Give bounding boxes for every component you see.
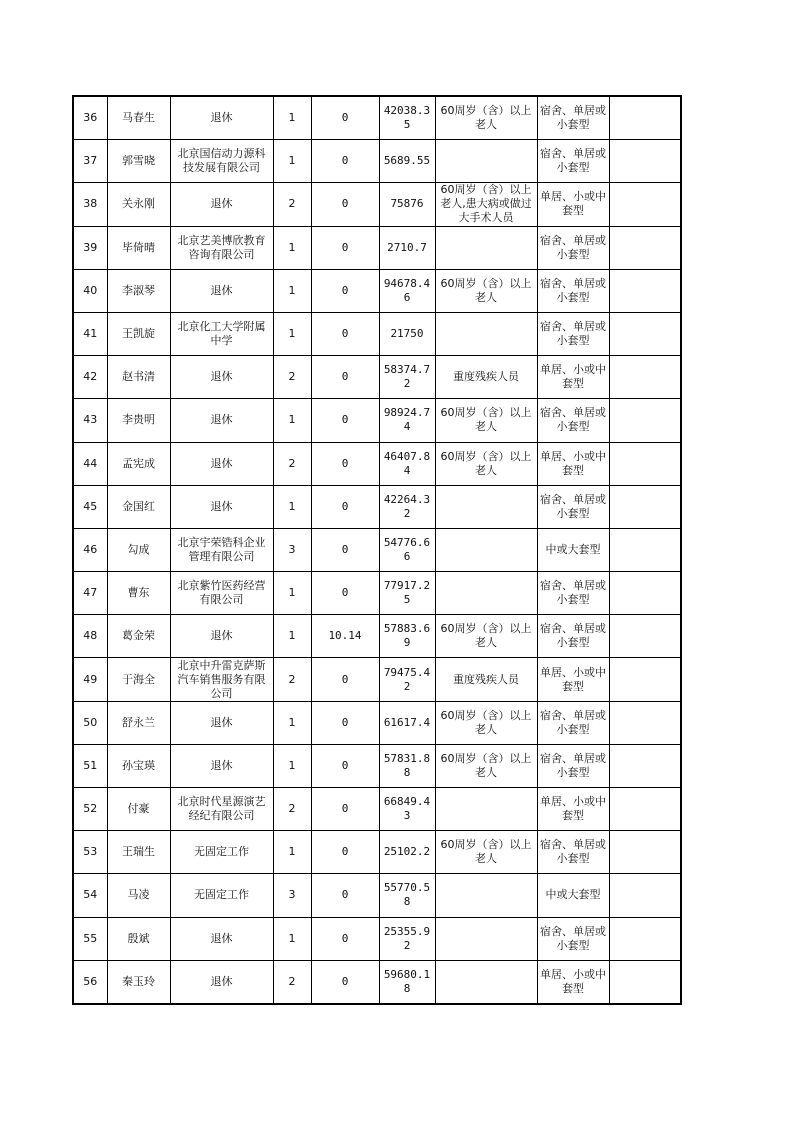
housing-area-cell: 0	[311, 312, 379, 355]
special-condition-cell	[435, 960, 537, 1004]
special-condition-cell	[435, 226, 537, 269]
table-row	[73, 485, 681, 528]
housing-area-cell: 0	[311, 658, 379, 701]
family-size-cell: 1	[273, 96, 311, 140]
special-condition-cell	[435, 917, 537, 960]
family-income-cell: 55770.58	[379, 874, 435, 917]
table-row	[73, 356, 681, 399]
row-number-cell: 37	[73, 140, 107, 183]
housing-type-cell: 宿舍、单居或小套型	[537, 312, 609, 355]
special-condition-cell	[435, 312, 537, 355]
special-condition-cell: 60周岁（含）以上老人	[435, 701, 537, 744]
housing-type-cell: 宿舍、单居或小套型	[537, 399, 609, 442]
table-row	[73, 226, 681, 269]
housing-type-cell: 宿舍、单居或小套型	[537, 96, 609, 140]
applicant-name-cell: 殷斌	[107, 917, 170, 960]
housing-type-cell: 单居、小或中套型	[537, 960, 609, 1004]
row-number-cell: 50	[73, 701, 107, 744]
family-size-cell: 3	[273, 528, 311, 571]
table-row	[73, 744, 681, 787]
housing-type-cell: 宿舍、单居或小套型	[537, 572, 609, 615]
housing-area-cell: 0	[311, 183, 379, 226]
special-condition-cell: 重度残疾人员	[435, 658, 537, 701]
housing-type-cell: 宿舍、单居或小套型	[537, 615, 609, 658]
row-number-cell: 55	[73, 917, 107, 960]
special-condition-cell	[435, 788, 537, 831]
special-condition-cell	[435, 528, 537, 571]
work-unit-cell: 退休	[170, 96, 273, 140]
applicant-name-cell: 马春生	[107, 96, 170, 140]
table-row	[73, 269, 681, 312]
row-number-cell: 39	[73, 226, 107, 269]
housing-area-cell: 0	[311, 528, 379, 571]
remark-cell	[609, 874, 681, 917]
family-income-cell: 61617.4	[379, 701, 435, 744]
housing-area-cell: 0	[311, 572, 379, 615]
family-income-cell: 42264.32	[379, 485, 435, 528]
work-unit-cell: 北京化工大学附属中学	[170, 312, 273, 355]
applicant-name-cell: 舒永兰	[107, 701, 170, 744]
family-income-cell: 57831.88	[379, 744, 435, 787]
family-size-cell: 1	[273, 485, 311, 528]
housing-area-cell: 0	[311, 442, 379, 485]
housing-area-cell: 0	[311, 744, 379, 787]
table-row	[73, 701, 681, 744]
work-unit-cell: 退休	[170, 701, 273, 744]
family-income-cell: 5689.55	[379, 140, 435, 183]
applicant-name-cell: 勾成	[107, 528, 170, 571]
work-unit-cell: 北京中升雷克萨斯汽车销售服务有限公司	[170, 658, 273, 701]
row-number-cell: 41	[73, 312, 107, 355]
housing-type-cell: 中或大套型	[537, 874, 609, 917]
housing-area-cell: 10.14	[311, 615, 379, 658]
special-condition-cell: 60周岁（含）以上老人	[435, 615, 537, 658]
family-income-cell: 46407.84	[379, 442, 435, 485]
family-size-cell: 1	[273, 226, 311, 269]
remark-cell	[609, 572, 681, 615]
housing-type-cell: 单居、小或中套型	[537, 658, 609, 701]
row-number-cell: 53	[73, 831, 107, 874]
row-number-cell: 42	[73, 356, 107, 399]
remark-cell	[609, 485, 681, 528]
family-income-cell: 54776.66	[379, 528, 435, 571]
table-row	[73, 572, 681, 615]
special-condition-cell	[435, 572, 537, 615]
remark-cell	[609, 269, 681, 312]
table-row	[73, 874, 681, 917]
row-number-cell: 51	[73, 744, 107, 787]
housing-area-cell: 0	[311, 140, 379, 183]
family-income-cell: 42038.35	[379, 96, 435, 140]
housing-type-cell: 宿舍、单居或小套型	[537, 269, 609, 312]
row-number-cell: 49	[73, 658, 107, 701]
family-size-cell: 2	[273, 183, 311, 226]
row-number-cell: 40	[73, 269, 107, 312]
housing-area-cell: 0	[311, 701, 379, 744]
applicant-name-cell: 毕倚晴	[107, 226, 170, 269]
remark-cell	[609, 226, 681, 269]
table-body	[73, 96, 681, 1004]
family-income-cell: 59680.18	[379, 960, 435, 1004]
table-row	[73, 96, 681, 140]
special-condition-cell	[435, 140, 537, 183]
housing-type-cell: 宿舍、单居或小套型	[537, 917, 609, 960]
applicant-table	[72, 95, 682, 1005]
table-row	[73, 312, 681, 355]
remark-cell	[609, 96, 681, 140]
housing-area-cell: 0	[311, 960, 379, 1004]
housing-type-cell: 宿舍、单居或小套型	[537, 744, 609, 787]
remark-cell	[609, 917, 681, 960]
row-number-cell: 44	[73, 442, 107, 485]
row-number-cell: 56	[73, 960, 107, 1004]
row-number-cell: 54	[73, 874, 107, 917]
table-row	[73, 788, 681, 831]
applicant-name-cell: 王瑞生	[107, 831, 170, 874]
family-size-cell: 2	[273, 960, 311, 1004]
table-row	[73, 183, 681, 226]
family-income-cell: 94678.46	[379, 269, 435, 312]
table-row	[73, 831, 681, 874]
table-row	[73, 658, 681, 701]
work-unit-cell: 无固定工作	[170, 874, 273, 917]
family-size-cell: 1	[273, 312, 311, 355]
work-unit-cell: 无固定工作	[170, 831, 273, 874]
family-size-cell: 1	[273, 269, 311, 312]
remark-cell	[609, 312, 681, 355]
family-income-cell: 21750	[379, 312, 435, 355]
housing-area-cell: 0	[311, 96, 379, 140]
applicant-name-cell: 关永刚	[107, 183, 170, 226]
applicant-name-cell: 郭雪晓	[107, 140, 170, 183]
family-size-cell: 2	[273, 658, 311, 701]
applicant-name-cell: 秦玉玲	[107, 960, 170, 1004]
housing-type-cell: 中或大套型	[537, 528, 609, 571]
family-income-cell: 79475.42	[379, 658, 435, 701]
remark-cell	[609, 442, 681, 485]
applicant-name-cell: 葛金荣	[107, 615, 170, 658]
family-size-cell: 1	[273, 572, 311, 615]
housing-type-cell: 宿舍、单居或小套型	[537, 226, 609, 269]
remark-cell	[609, 615, 681, 658]
special-condition-cell	[435, 485, 537, 528]
family-size-cell: 1	[273, 615, 311, 658]
table-row	[73, 917, 681, 960]
special-condition-cell: 60周岁（含）以上老人	[435, 442, 537, 485]
applicant-name-cell: 李贵明	[107, 399, 170, 442]
row-number-cell: 46	[73, 528, 107, 571]
special-condition-cell	[435, 874, 537, 917]
remark-cell	[609, 960, 681, 1004]
special-condition-cell: 60周岁（含）以上老人	[435, 399, 537, 442]
family-income-cell: 75876	[379, 183, 435, 226]
work-unit-cell: 退休	[170, 960, 273, 1004]
housing-area-cell: 0	[311, 356, 379, 399]
table-row	[73, 960, 681, 1004]
work-unit-cell: 退休	[170, 442, 273, 485]
housing-area-cell: 0	[311, 831, 379, 874]
row-number-cell: 43	[73, 399, 107, 442]
special-condition-cell: 60周岁（含）以上老人	[435, 831, 537, 874]
applicant-name-cell: 曹东	[107, 572, 170, 615]
housing-area-cell: 0	[311, 226, 379, 269]
work-unit-cell: 退休	[170, 615, 273, 658]
work-unit-cell: 北京国信动力源科技发展有限公司	[170, 140, 273, 183]
special-condition-cell: 60周岁（含）以上老人	[435, 269, 537, 312]
work-unit-cell: 退休	[170, 485, 273, 528]
housing-type-cell: 宿舍、单居或小套型	[537, 485, 609, 528]
applicant-name-cell: 于海全	[107, 658, 170, 701]
family-income-cell: 25355.92	[379, 917, 435, 960]
work-unit-cell: 退休	[170, 183, 273, 226]
housing-area-cell: 0	[311, 269, 379, 312]
work-unit-cell: 北京时代星源演艺经纪有限公司	[170, 788, 273, 831]
work-unit-cell: 北京艺美博欣教育咨询有限公司	[170, 226, 273, 269]
row-number-cell: 38	[73, 183, 107, 226]
housing-type-cell: 单居、小或中套型	[537, 356, 609, 399]
housing-area-cell: 0	[311, 874, 379, 917]
housing-area-cell: 0	[311, 788, 379, 831]
family-size-cell: 2	[273, 442, 311, 485]
table-row	[73, 615, 681, 658]
work-unit-cell: 北京紫竹医药经营有限公司	[170, 572, 273, 615]
remark-cell	[609, 528, 681, 571]
housing-area-cell: 0	[311, 399, 379, 442]
housing-type-cell: 单居、小或中套型	[537, 442, 609, 485]
family-income-cell: 25102.2	[379, 831, 435, 874]
family-size-cell: 1	[273, 140, 311, 183]
special-condition-cell: 重度残疾人员	[435, 356, 537, 399]
applicant-name-cell: 金国红	[107, 485, 170, 528]
row-number-cell: 52	[73, 788, 107, 831]
family-income-cell: 98924.74	[379, 399, 435, 442]
applicant-name-cell: 李淑琴	[107, 269, 170, 312]
row-number-cell: 47	[73, 572, 107, 615]
remark-cell	[609, 658, 681, 701]
family-income-cell: 58374.72	[379, 356, 435, 399]
row-number-cell: 45	[73, 485, 107, 528]
family-size-cell: 2	[273, 356, 311, 399]
remark-cell	[609, 744, 681, 787]
housing-type-cell: 单居、小或中套型	[537, 788, 609, 831]
table-row	[73, 399, 681, 442]
work-unit-cell: 退休	[170, 399, 273, 442]
housing-area-cell: 0	[311, 485, 379, 528]
family-size-cell: 1	[273, 701, 311, 744]
family-size-cell: 1	[273, 399, 311, 442]
remark-cell	[609, 701, 681, 744]
special-condition-cell: 60周岁（含）以上老人	[435, 744, 537, 787]
housing-type-cell: 宿舍、单居或小套型	[537, 701, 609, 744]
remark-cell	[609, 399, 681, 442]
family-size-cell: 1	[273, 917, 311, 960]
work-unit-cell: 退休	[170, 269, 273, 312]
row-number-cell: 36	[73, 96, 107, 140]
applicant-name-cell: 孙宝瑛	[107, 744, 170, 787]
applicant-name-cell: 王凯旋	[107, 312, 170, 355]
applicant-name-cell: 赵书清	[107, 356, 170, 399]
applicant-name-cell: 马凌	[107, 874, 170, 917]
family-income-cell: 57883.69	[379, 615, 435, 658]
family-size-cell: 3	[273, 874, 311, 917]
applicant-name-cell: 孟宪成	[107, 442, 170, 485]
remark-cell	[609, 831, 681, 874]
housing-type-cell: 宿舍、单居或小套型	[537, 831, 609, 874]
special-condition-cell: 60周岁（含）以上老人,患大病或做过大手术人员	[435, 183, 537, 226]
family-size-cell: 1	[273, 744, 311, 787]
family-income-cell: 66849.43	[379, 788, 435, 831]
housing-area-cell: 0	[311, 917, 379, 960]
applicant-name-cell: 付豪	[107, 788, 170, 831]
work-unit-cell: 退休	[170, 356, 273, 399]
work-unit-cell: 退休	[170, 744, 273, 787]
special-condition-cell: 60周岁（含）以上老人	[435, 96, 537, 140]
family-size-cell: 2	[273, 788, 311, 831]
housing-type-cell: 单居、小或中套型	[537, 183, 609, 226]
remark-cell	[609, 788, 681, 831]
family-income-cell: 77917.25	[379, 572, 435, 615]
table-row	[73, 140, 681, 183]
family-income-cell: 2710.7	[379, 226, 435, 269]
family-size-cell: 1	[273, 831, 311, 874]
remark-cell	[609, 183, 681, 226]
work-unit-cell: 退休	[170, 917, 273, 960]
table-row	[73, 442, 681, 485]
row-number-cell: 48	[73, 615, 107, 658]
remark-cell	[609, 140, 681, 183]
work-unit-cell: 北京宇荣锆科企业管理有限公司	[170, 528, 273, 571]
housing-type-cell: 宿舍、单居或小套型	[537, 140, 609, 183]
table-row	[73, 528, 681, 571]
remark-cell	[609, 356, 681, 399]
